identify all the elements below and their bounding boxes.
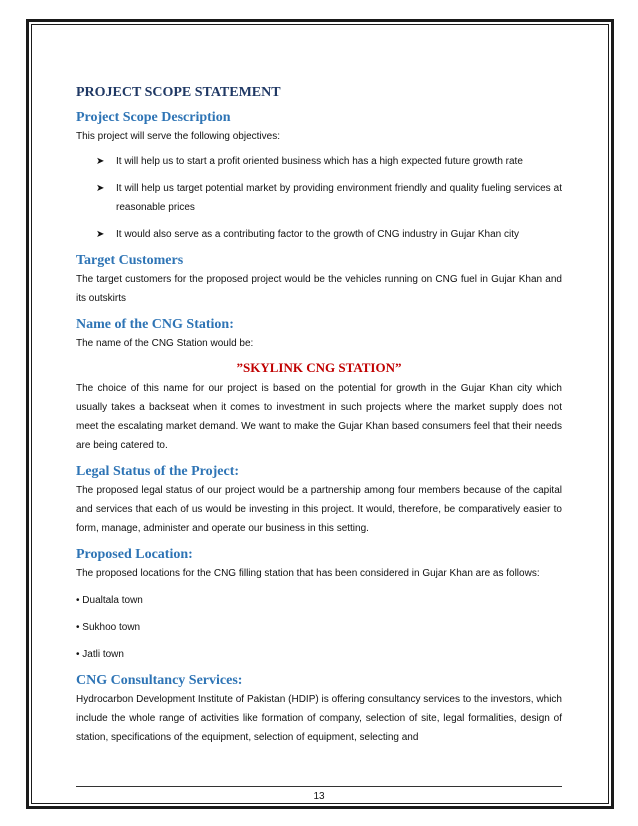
arrow-bullet-icon: ➤ (96, 156, 105, 167)
station-name-intro: The name of the CNG Station would be: (76, 338, 254, 349)
section-cng-consultancy (76, 672, 562, 747)
heading-legal-status: Legal Status of the Project: (76, 464, 240, 479)
list-item: • Jatli town (76, 649, 124, 660)
heading-station-name: Name of the CNG Station: (76, 317, 234, 332)
legal-status-text: The proposed legal status of our project would be a partnership among four members because of the capital and services that each of us would be investing in this project. It would, therefore, be comparatively easier to form, manage, administer and operate our business in this setting. (76, 485, 562, 534)
station-name: ”SKYLINK CNG STATION” (236, 360, 402, 375)
list-item: ➤ It will help us target potential market by providing environment friendly and quality fueling services at reasonable prices (96, 179, 562, 217)
document-body (76, 85, 562, 747)
customers-text: The target customers for the proposed project would be the vehicles running on CNG fuel in Gujar Khan and its outskirts (76, 274, 562, 304)
section-project-scope (76, 109, 562, 244)
heading-cng-consultancy: CNG Consultancy Services: (76, 673, 243, 688)
footer-divider (76, 786, 562, 787)
consultancy-text: Hydrocarbon Development Institute of Pakistan (HDIP) is offering consultancy services to the investors, which include the whole range of activities like formation of company, selection of site, legal formalities, design of station, specifications of the equipment, selection of equipment, selecting and (76, 694, 562, 743)
section-proposed-location (76, 546, 562, 664)
heading-proposed-location: Proposed Location: (76, 547, 193, 562)
page-number: 13 (313, 791, 325, 802)
list-item: ➤ It will help us to start a profit oriented business which has a high expected future growth rate (96, 152, 562, 171)
objectives-list (76, 152, 562, 244)
scope-intro: This project will serve the following objectives: (76, 131, 280, 142)
station-name-text: The choice of this name for our project is based on the potential for growth in the Gujar Khan city which usually takes a backseat when it comes to investment in such projects where the market supply does not meet the escalating market demand. We want to make the Gujar Khan based consumers feel that their needs are being catered to. (76, 383, 562, 451)
arrow-bullet-icon: ➤ (96, 229, 105, 240)
section-station-name (76, 316, 562, 455)
list-item: • Sukhoo town (76, 622, 141, 633)
list-item: • Dualtala town (76, 595, 143, 606)
heading-target-customers: Target Customers (76, 253, 184, 268)
location-intro: The proposed locations for the CNG filling station that has been considered in Gujar Khan are as follows: (76, 568, 540, 579)
section-legal-status (76, 463, 562, 538)
section-target-customers (76, 252, 562, 308)
document-title: PROJECT SCOPE STATEMENT (76, 85, 281, 100)
list-item: ➤ It would also serve as a contributing factor to the growth of CNG industry in Gujar Khan city (96, 225, 562, 244)
heading-project-scope: Project Scope Description (76, 110, 231, 125)
arrow-bullet-icon: ➤ (96, 183, 105, 194)
